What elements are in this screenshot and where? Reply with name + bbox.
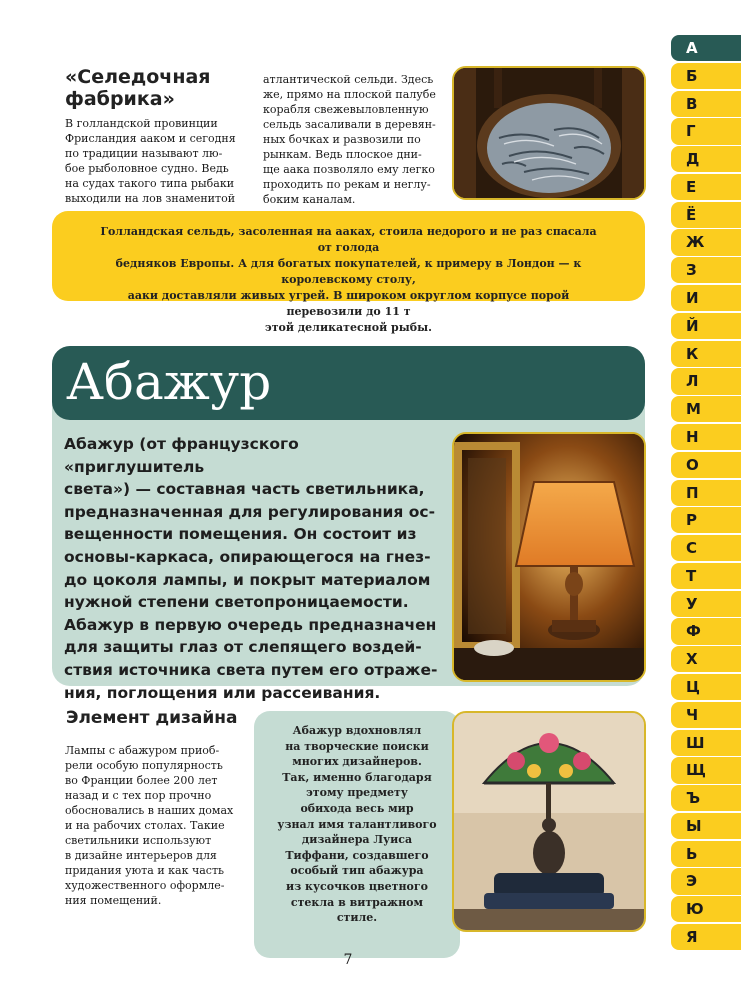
- alphabet-tab[interactable]: П: [671, 480, 741, 506]
- fact-line: из кусочков цветного: [286, 879, 428, 893]
- alphabet-tab[interactable]: Б: [671, 63, 741, 89]
- alphabet-tab[interactable]: О: [671, 452, 741, 478]
- alphabet-tab[interactable]: Ш: [671, 730, 741, 756]
- text-line: проходить по рекам и неглу-: [263, 178, 431, 191]
- herring-barrel-photo: [452, 66, 646, 200]
- fact-line: обихода весь мир: [300, 801, 414, 815]
- fact-line: узнал имя талантливого: [277, 817, 437, 831]
- alphabet-tab[interactable]: Р: [671, 507, 741, 533]
- tiffany-lamp-photo: [452, 711, 646, 932]
- tiffany-fact-box: [254, 711, 460, 958]
- fact-line: Голландская сельдь, засоленная на ааках, стоила недорого и не раз спасала от голода: [100, 225, 597, 254]
- text-line: ния, поглощения или рассеивания.: [64, 683, 381, 702]
- design-text: [65, 743, 237, 908]
- fact-line: Абажур вдохновлял: [292, 724, 422, 737]
- text-line: нужной степени светопроницаемости.: [64, 593, 409, 612]
- alphabet-tab[interactable]: Ч: [671, 702, 741, 728]
- text-line: бое рыболовное судно. Ведь: [65, 162, 229, 175]
- alphabet-tab[interactable]: Ж: [671, 229, 741, 255]
- text-line: боким каналам.: [263, 193, 356, 206]
- alphabet-tab[interactable]: Ц: [671, 674, 741, 700]
- text-line: Абажур (от французского «приглушитель: [64, 435, 299, 476]
- page-number: 7: [343, 952, 353, 968]
- alphabet-tab[interactable]: М: [671, 396, 741, 422]
- alphabet-tab[interactable]: Х: [671, 646, 741, 672]
- herring-title-line: фабрика»: [65, 88, 175, 110]
- text-line: Лампы с абажуром приоб-: [65, 744, 220, 757]
- alphabet-tab[interactable]: С: [671, 535, 741, 561]
- text-line: ных бочках и развозили по: [263, 133, 421, 146]
- text-line: во Франции более 200 лет: [65, 774, 218, 787]
- text-line: на судах такого типа рыбаки: [65, 177, 235, 190]
- lampshade-definition: [64, 433, 444, 704]
- text-line: сельдь засаливали в деревян-: [263, 118, 436, 131]
- alphabet-index: [671, 35, 741, 952]
- alphabet-tab[interactable]: Л: [671, 368, 741, 394]
- design-section-title: Элемент дизайна: [66, 708, 238, 728]
- fact-line: этой деликатесной рыбы.: [265, 321, 432, 334]
- alphabet-tab[interactable]: В: [671, 91, 741, 117]
- text-line: придания уюта и как часть: [65, 864, 225, 877]
- alphabet-tab[interactable]: Щ: [671, 757, 741, 783]
- barrel-illustration: [454, 68, 644, 198]
- fact-line: Так, именно благодаря: [282, 770, 432, 784]
- text-line: рынкам. Ведь плоское дни-: [263, 148, 422, 161]
- fact-line: стиле.: [336, 911, 378, 925]
- herring-text-column-2: [263, 72, 436, 207]
- alphabet-tab[interactable]: Ь: [671, 841, 741, 867]
- alphabet-tab[interactable]: Г: [671, 118, 741, 144]
- text-line: атлантической сельди. Здесь: [263, 73, 434, 86]
- alphabet-tab[interactable]: Ы: [671, 813, 741, 839]
- herring-fact-box: [52, 211, 645, 334]
- text-line: света») — составная часть светильника,: [64, 480, 425, 499]
- alphabet-tab[interactable]: Д: [671, 146, 741, 172]
- alphabet-tab[interactable]: З: [671, 257, 741, 283]
- alphabet-tab[interactable]: Е: [671, 174, 741, 200]
- text-line: ния помещений.: [65, 894, 162, 907]
- text-line: ствия источника света путем его отраже-: [64, 660, 438, 679]
- alphabet-tab[interactable]: Ф: [671, 618, 741, 644]
- alphabet-tab[interactable]: А: [671, 35, 741, 61]
- fact-line: Тиффани, создавшего: [285, 848, 429, 862]
- alphabet-tab[interactable]: Ё: [671, 202, 741, 228]
- text-line: вещенности помещения. Он состоит из: [64, 525, 417, 544]
- text-line: в дизайне интерьеров для: [65, 849, 217, 862]
- text-line: В голландской провинции: [65, 117, 218, 130]
- text-line: корабля свежевыловленную: [263, 103, 429, 116]
- herring-section-title: [65, 66, 240, 110]
- fact-line: бедняков Европы. А для богатых покупателей, к примеру в Лондон — к королевскому столу,: [115, 257, 582, 286]
- fact-line: особый тип абажура: [290, 864, 424, 878]
- text-line: назад и с тех пор прочно: [65, 789, 212, 802]
- fact-line: этому предмету: [306, 786, 408, 800]
- lamp-illustration: [454, 434, 644, 680]
- alphabet-tab[interactable]: К: [671, 341, 741, 367]
- herring-text-column-1: [65, 116, 237, 206]
- text-line: до цоколя лампы, и покрыт материалом: [64, 570, 431, 589]
- alphabet-tab[interactable]: Э: [671, 868, 741, 894]
- alphabet-tab[interactable]: Я: [671, 924, 741, 950]
- table-lamp-photo: [452, 432, 646, 682]
- text-line: светильники используют: [65, 834, 212, 847]
- tiffany-lamp-illustration: [454, 713, 644, 930]
- text-line: и на рабочих столах. Такие: [65, 819, 225, 832]
- fact-line: на творческие поиски: [285, 739, 429, 753]
- alphabet-tab[interactable]: Т: [671, 563, 741, 589]
- fact-line: дизайнера Луиса: [301, 833, 413, 847]
- text-line: Фрисландия ааком и сегодня: [65, 132, 236, 145]
- text-line: ще аака позволяло ему легко: [263, 163, 435, 176]
- alphabet-tab[interactable]: У: [671, 591, 741, 617]
- fact-line: многих дизайнеров.: [292, 755, 422, 769]
- text-line: выходили на лов знаменитой: [65, 192, 236, 205]
- alphabet-tab[interactable]: Й: [671, 313, 741, 339]
- herring-title-line: «Селедочная: [65, 66, 211, 88]
- lampshade-title: Абажур: [66, 353, 272, 411]
- text-line: Абажур в первую очередь предназначен: [64, 615, 437, 634]
- text-line: рели особую популярность: [65, 759, 223, 772]
- text-line: художественного оформле-: [65, 879, 225, 892]
- text-line: предназначенная для регулирования ос-: [64, 502, 436, 521]
- fact-line: ааки доставляли живых угрей. В широком округлом корпусе порой перевозили до 11 т: [127, 289, 570, 318]
- text-line: основы-каркаса, опирающегося на гнез-: [64, 547, 431, 566]
- alphabet-tab[interactable]: Н: [671, 424, 741, 450]
- fact-line: стекла в витражном: [290, 895, 424, 909]
- text-line: для защиты глаз от слепящего воздей-: [64, 638, 422, 657]
- alphabet-tab[interactable]: И: [671, 285, 741, 311]
- text-line: обосновались в наших домах: [65, 804, 234, 817]
- text-line: же, прямо на плоской палубе: [263, 88, 436, 101]
- alphabet-tab[interactable]: Ъ: [671, 785, 741, 811]
- text-line: по традиции называют лю-: [65, 147, 223, 160]
- alphabet-tab[interactable]: Ю: [671, 896, 741, 922]
